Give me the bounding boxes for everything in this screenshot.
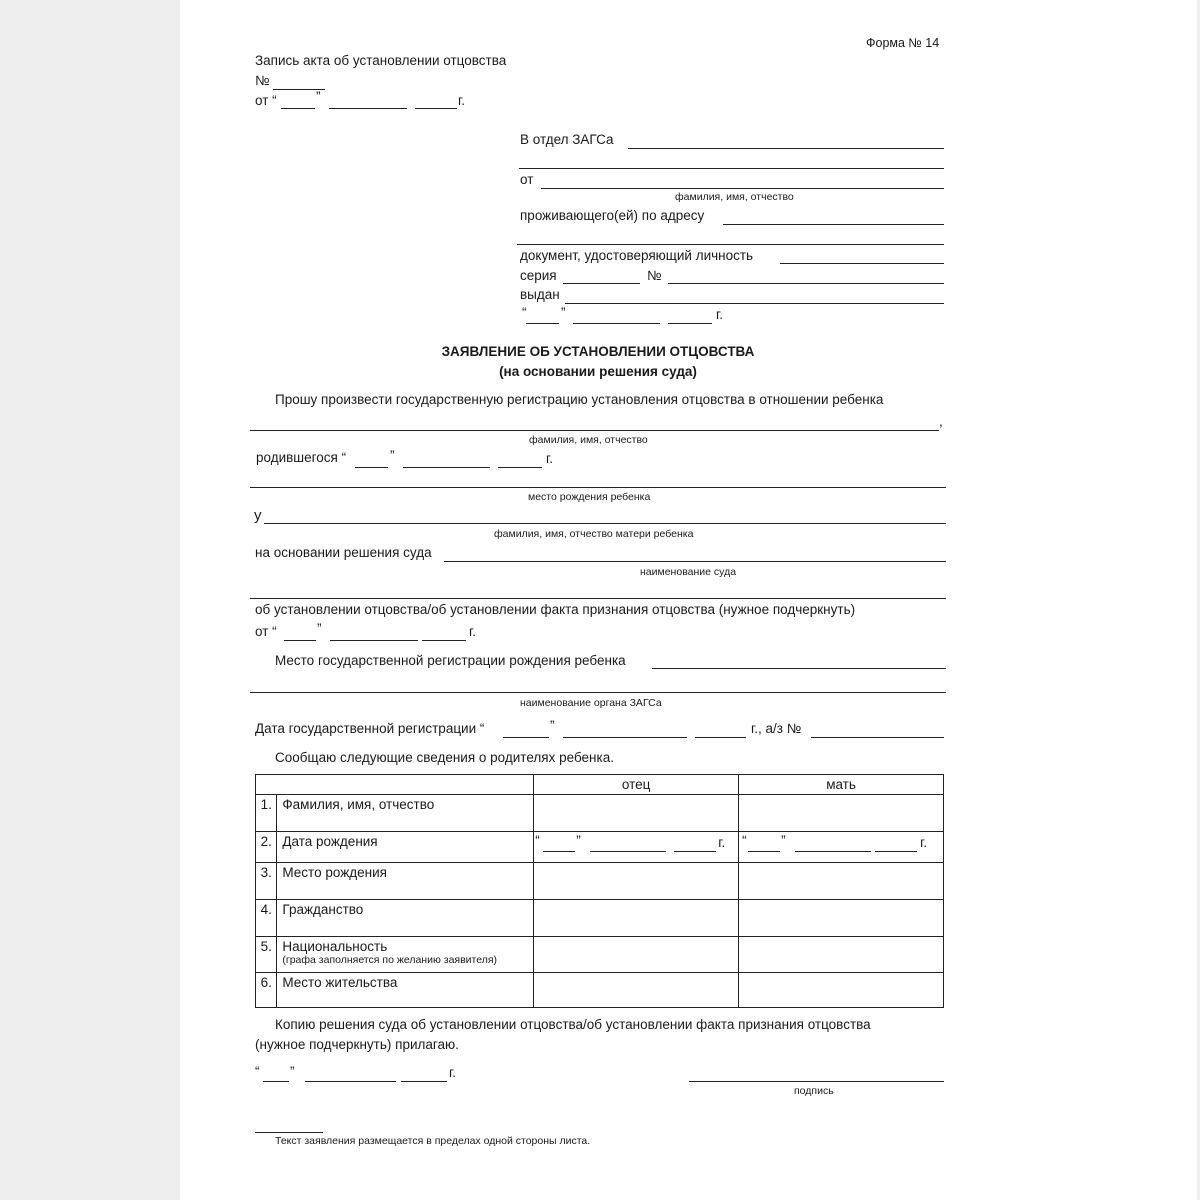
id-document-field[interactable]: [780, 263, 944, 264]
reg-place-field-2[interactable]: [250, 692, 946, 693]
table-row: [256, 900, 944, 937]
row-label: Дата рождения: [277, 832, 534, 863]
birth-month-field[interactable]: [403, 467, 490, 468]
mother-birth-year-field[interactable]: [875, 851, 917, 852]
record-month-field[interactable]: [329, 108, 407, 109]
parents-table: [255, 774, 944, 1008]
form-number: Форма № 14: [866, 36, 940, 50]
signature-field[interactable]: [689, 1081, 944, 1082]
mother-fio-cell[interactable]: [739, 795, 944, 832]
table-row: [256, 973, 944, 1008]
sign-date-quote-open: “: [255, 1064, 260, 1079]
record-day-field[interactable]: [281, 108, 315, 109]
court-name-caption: наименование суда: [640, 566, 737, 578]
born-year-label: г.: [546, 451, 554, 466]
issued-quote-open: “: [522, 305, 527, 320]
decision-quote-close: ”: [317, 621, 322, 636]
row-label: Место рождения: [277, 863, 534, 900]
mother-nationality-cell[interactable]: [739, 937, 944, 973]
applicant-from-label: от: [520, 172, 534, 187]
row-number: 4.: [256, 900, 277, 937]
doc-number-label: №: [647, 268, 662, 283]
reg-place-label: Место государственной регистрации рождения ребенка: [275, 653, 626, 668]
document-title: ЗАЯВЛЕНИЕ ОБ УСТАНОВЛЕНИИ ОТЦОВСТВА: [441, 344, 755, 359]
record-year-field[interactable]: [415, 108, 457, 109]
father-birth-year-field[interactable]: [674, 851, 716, 852]
zags-name-field-2[interactable]: [519, 168, 944, 169]
sign-day-field[interactable]: [263, 1081, 289, 1082]
sign-date-quote-close: ”: [290, 1064, 295, 1079]
row-number: 1.: [256, 795, 277, 832]
father-birth-month-field[interactable]: [590, 851, 666, 852]
table-row: [256, 863, 944, 900]
father-nationality-cell[interactable]: [534, 937, 739, 973]
reg-day-field[interactable]: [503, 737, 549, 738]
to-zags-label: В отдел ЗАГСа: [520, 132, 614, 147]
quote-close: ”: [781, 833, 786, 848]
row-label: Место жительства: [277, 973, 534, 1008]
series-field[interactable]: [563, 283, 640, 284]
birth-year-field[interactable]: [498, 467, 542, 468]
record-quote-close: ”: [316, 89, 321, 104]
row-number: 5.: [256, 937, 277, 973]
issued-quote-close: ”: [561, 305, 566, 320]
quote-open: “: [742, 833, 747, 848]
decision-year-field[interactable]: [422, 640, 466, 641]
born-label: родившегося “: [256, 450, 347, 465]
table-row: [256, 795, 944, 832]
father-birthdate-cell[interactable]: [534, 832, 739, 863]
court-name-field-2[interactable]: [250, 598, 946, 599]
zags-name-field[interactable]: [628, 148, 944, 149]
doc-number-field[interactable]: [668, 283, 944, 284]
sign-year-field[interactable]: [401, 1081, 447, 1082]
father-birth-day-field[interactable]: [543, 851, 575, 852]
row-label: Национальность: [282, 939, 388, 954]
request-text: Прошу произвести государственную регистрацию установления отцовства в отношении ребенка: [275, 392, 884, 407]
reg-date-label: Дата государственной регистрации “: [255, 721, 485, 736]
issued-day-field[interactable]: [526, 323, 559, 324]
parents-intro: Сообщаю следующие сведения о родителях ребенка.: [275, 750, 614, 765]
child-fio-caption: фамилия, имя, отчество: [529, 434, 648, 446]
birthplace-field[interactable]: [250, 487, 946, 488]
mother-at-label: у: [254, 507, 262, 524]
mother-birth-day-field[interactable]: [748, 851, 780, 852]
record-year-label: г.: [458, 93, 466, 108]
attachment-text-1: Копию решения суда об установлении отцовства/об установлении факта признания отцовства: [275, 1017, 871, 1032]
signature-caption: подпись: [794, 1085, 834, 1097]
court-name-field[interactable]: [444, 561, 946, 562]
sign-year-label: г.: [449, 1065, 457, 1080]
father-citizenship-cell[interactable]: [534, 900, 739, 937]
table-header-blank: [256, 775, 534, 795]
table-header-father: отец: [534, 775, 739, 795]
reg-year-field[interactable]: [695, 737, 746, 738]
row-number: 3.: [256, 863, 277, 900]
residing-label: проживающего(ей) по адресу: [520, 208, 705, 223]
table-row: [256, 832, 944, 863]
mother-fio-caption: фамилия, имя, отчество матери ребенка: [494, 528, 694, 540]
document-subtitle: (на основании решения суда): [499, 364, 697, 379]
row-label: Фамилия, имя, отчество: [277, 795, 534, 832]
row-number: 6.: [256, 973, 277, 1008]
reg-month-field[interactable]: [563, 737, 687, 738]
child-fio-field[interactable]: [250, 430, 939, 431]
row-number: 2.: [256, 832, 277, 863]
row-label: Гражданство: [277, 900, 534, 937]
father-residence-cell[interactable]: [534, 973, 739, 1008]
born-quote-close: ”: [390, 448, 395, 463]
mother-birthplace-cell[interactable]: [739, 863, 944, 900]
court-basis-label: на основании решения суда: [255, 545, 432, 560]
zags-organ-caption: наименование органа ЗАГСа: [520, 697, 662, 709]
reg-year-no-label: г., а/з №: [751, 721, 802, 736]
father-birthplace-cell[interactable]: [534, 863, 739, 900]
footnote-text: Текст заявления размещается в пределах одной стороны листа.: [275, 1135, 591, 1147]
mother-citizenship-cell[interactable]: [739, 900, 944, 937]
mother-birthdate-field: [739, 832, 943, 862]
record-date-label: от “: [255, 93, 277, 108]
address-field-2[interactable]: [517, 244, 944, 245]
year-label: г.: [718, 835, 726, 850]
mother-birth-month-field[interactable]: [795, 851, 871, 852]
establishment-text: об установлении отцовства/об установлении факта признания отцовства (нужное подчеркнуть): [255, 602, 856, 617]
applicant-fio-field[interactable]: [541, 188, 944, 189]
issued-year-label: г.: [716, 307, 724, 322]
table-row: [256, 937, 944, 973]
footnote-separator: [255, 1132, 323, 1133]
mother-residence-cell[interactable]: [739, 973, 944, 1008]
decision-day-field[interactable]: [284, 640, 316, 641]
issued-year-field[interactable]: [668, 323, 712, 324]
reg-record-number-field[interactable]: [811, 737, 944, 738]
birth-day-field[interactable]: [355, 467, 388, 468]
child-fio-comma: ,: [939, 414, 943, 429]
row-label-note: (графа заполняется по желанию заявителя): [282, 954, 498, 966]
table-header-row: [256, 775, 944, 795]
table-header-mother: мать: [739, 775, 944, 795]
address-field[interactable]: [723, 224, 944, 225]
series-label: серия: [520, 268, 557, 283]
applicant-fio-caption: фамилия, имя, отчество: [675, 191, 794, 203]
sign-month-field[interactable]: [305, 1081, 396, 1082]
decision-date-label: от “: [255, 624, 277, 639]
row-label-nationality: [277, 937, 534, 973]
mother-fio-field[interactable]: [264, 523, 946, 524]
record-number-label: №: [255, 73, 270, 88]
issued-label: выдан: [520, 287, 560, 302]
id-document-label: документ, удостоверяющий личность: [520, 248, 754, 263]
reg-place-field[interactable]: [652, 668, 946, 669]
quote-close: ”: [576, 833, 581, 848]
quote-open: “: [535, 833, 540, 848]
reg-quote-close: ”: [550, 718, 555, 733]
father-fio-cell[interactable]: [534, 795, 739, 832]
decision-year-label: г.: [469, 624, 477, 639]
issued-by-field[interactable]: [565, 303, 944, 304]
attachment-text-2: (нужное подчеркнуть) прилагаю.: [255, 1037, 459, 1052]
decision-month-field[interactable]: [330, 640, 418, 641]
year-label: г.: [920, 835, 928, 850]
mother-birthdate-cell[interactable]: [739, 832, 944, 863]
issued-month-field[interactable]: [573, 323, 660, 324]
birthplace-caption: место рождения ребенка: [528, 491, 651, 503]
record-title: Запись акта об установлении отцовства: [255, 53, 507, 68]
father-birthdate-field: [534, 832, 738, 862]
